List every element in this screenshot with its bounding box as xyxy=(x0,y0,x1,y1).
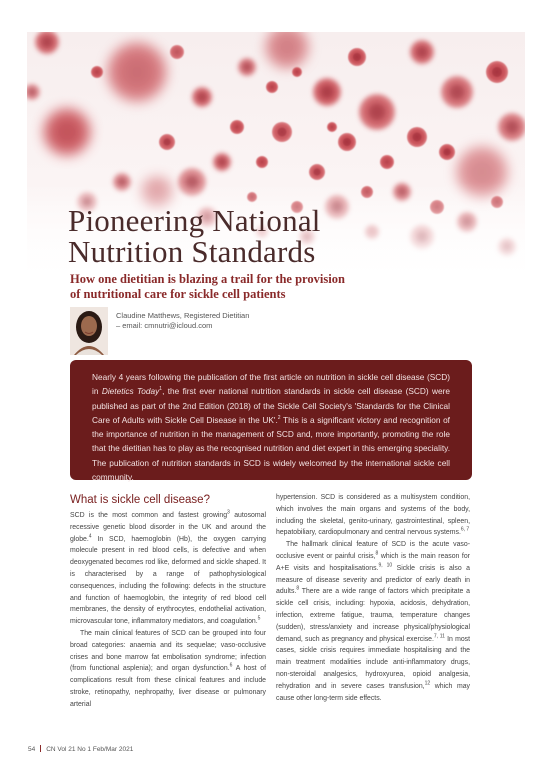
blood-cell xyxy=(265,32,309,69)
blood-cell-center xyxy=(42,37,53,48)
body-column-right xyxy=(276,492,470,704)
blood-cell xyxy=(170,45,184,59)
body-column-left xyxy=(70,510,266,711)
page-number: 54 xyxy=(28,746,36,753)
journal-name: Dietetics Today xyxy=(101,386,160,397)
blood-cell-center xyxy=(243,63,251,71)
blood-cell-center xyxy=(506,121,519,134)
blood-cell-center xyxy=(492,67,502,77)
body-paragraph: hypertension. SCD is considered as a multisystem condition, which involves the main organs and systems of the body, including the skeletal, genito-urinary, gastrointestinal, spleen, hepatobiliary, cardiopulmonary and central nervous systems.$^{6, 7}$ xyxy=(276,494,470,537)
intro-box xyxy=(70,360,472,483)
author-portrait-icon xyxy=(70,307,108,355)
ref-marker: 5 xyxy=(257,615,261,622)
blood-cell xyxy=(91,66,103,78)
author-photo xyxy=(70,307,108,355)
blood-cell xyxy=(266,81,278,93)
blood-cell-center xyxy=(343,138,351,146)
blood-cell-center xyxy=(163,138,170,145)
blood-cell-center xyxy=(321,86,334,99)
ref-marker: 2 xyxy=(277,415,281,422)
footer-divider xyxy=(40,745,41,752)
article-title xyxy=(68,205,488,267)
blood-cell xyxy=(256,156,268,168)
subtitle-line-2: of nutritional care for sickle cell patients xyxy=(70,287,286,301)
body-paragraph: The main clinical features of SCD can be grouped into four broad categories: anaemia and its sequelae; vaso-occlusive crises and bone marrow fat embolisation syndrome; infection (from functional asplenia); and organ dysfunction.$^6$ A host of complications result from these clinical features and include stroke, retinopathy, nephropathy, liver disease or pulmonary arterial xyxy=(70,629,266,708)
author-name: Claudine Matthews, Registered Dietitian xyxy=(116,311,250,320)
blood-cell-center xyxy=(198,93,207,102)
section-heading: What is sickle cell disease? xyxy=(70,494,210,506)
blood-cell-center xyxy=(369,104,385,120)
blood-cell xyxy=(43,108,91,156)
blood-cell xyxy=(292,67,302,77)
blood-cell xyxy=(327,122,337,132)
blood-cell-center xyxy=(413,133,422,142)
blood-cell-center xyxy=(28,88,35,95)
body-paragraph: The hallmark clinical feature of SCD is the acute vaso-occlusive event or painful crisis,$^8$ which is the main reason for A+E visits and hospitalisations.$^{9, 10}$ Sickle crisis is also a measure of disease severity and predictor of early death in adults.$^8$ There are a wide range of factors which precipitate a sickle cell crisis, including: hypoxia, acidosis, dehydration, infection, extreme fatigue, trauma, temperature changes (sudden), stress/anxiety and increase physical/physiological demand, such as pregnancy and physical exercise.$^{7, 11}$ In most cases, sickle crisis requires immediate hospitalising and the main treatment modalities include anti-inflammatory drugs, non-steroidal analgesics, hydroxyurea, opioid analgesia, rehydration and in severe cases transfusion,$^{12}$ which may cause other long-term side effects. xyxy=(276,541,471,702)
article-subtitle xyxy=(70,272,450,302)
body-paragraph: SCD is the most common and fastest growing$^3$ autosomal recessive genetic blood disorder in the UK and around the globe.$^4$ In SCD, haemoglobin (Hb), the oxygen carrying molecule present in red blood cells, is defective and when deoxygenated becomes rod like, deformed and sickle shaped. It is characterised by a range of pathophysiological consequences, including the following: defects in the structure and function of haemoglobin, the integrity of red blood cell membranes, the density of erythrocytes, endothelial activation, microvascular tone, inflammatory mediators, and coagulation.$^5$ xyxy=(70,509,266,626)
title-line-2: Nutrition Standards xyxy=(68,234,316,269)
ref-marker: 6 xyxy=(229,663,233,670)
blood-cell-center xyxy=(353,53,361,61)
ref-marker: 4 xyxy=(88,533,92,540)
blood-cell-center xyxy=(417,47,428,58)
intro-paragraph: Nearly 4 years following the publication of the first article on nutrition in sickle cell disease (SCD) in Dietetics Today$^1$, the first ever national nutrition standards in sickle cell disease (SCD) were published as part of the 2nd Edition (2018) of the Sickle Cell Society's 'Standards for the Clinical Care of Adults with Sickle Cell Disease in the UK'.$^2$ This is a significant victory and recognition of the importance of nutrition in the management of SCD and, more importantly, promoting the role that the dietitian has to play as the recognised nutrition and diet expert in this emerging speciality. The publication of nutrition standards in SCD is widely welcomed by the international sickle cell community. xyxy=(92,372,450,483)
subtitle-line-1: How one dietitian is blazing a trail for the provision xyxy=(70,272,345,286)
ref-marker: 8 xyxy=(375,550,379,557)
blood-cell-center xyxy=(278,128,287,137)
ref-marker: 8 xyxy=(296,586,300,593)
blood-cell-center xyxy=(218,158,226,166)
ref-marker: 1 xyxy=(159,386,163,393)
ref-marker: 12 xyxy=(424,680,431,687)
ref-marker: 6, 7 xyxy=(460,527,470,534)
ref-marker: 3 xyxy=(227,509,230,516)
blood-cell xyxy=(230,120,244,134)
blood-cell-center xyxy=(450,85,464,99)
ref-marker: 9, 10 xyxy=(378,562,393,569)
title-line-1: Pioneering National xyxy=(68,203,321,238)
blood-cell xyxy=(107,42,167,102)
blood-cell-center xyxy=(443,148,450,155)
blood-cell-center xyxy=(313,168,320,175)
author-email[interactable]: – email: cmnutri@icloud.com xyxy=(116,321,213,330)
page-footer xyxy=(28,745,133,753)
issue-info: CN Vol 21 No 1 Feb/Mar 2021 xyxy=(46,746,134,753)
blood-cell xyxy=(380,155,394,169)
ref-marker: 7, 11 xyxy=(433,633,445,640)
